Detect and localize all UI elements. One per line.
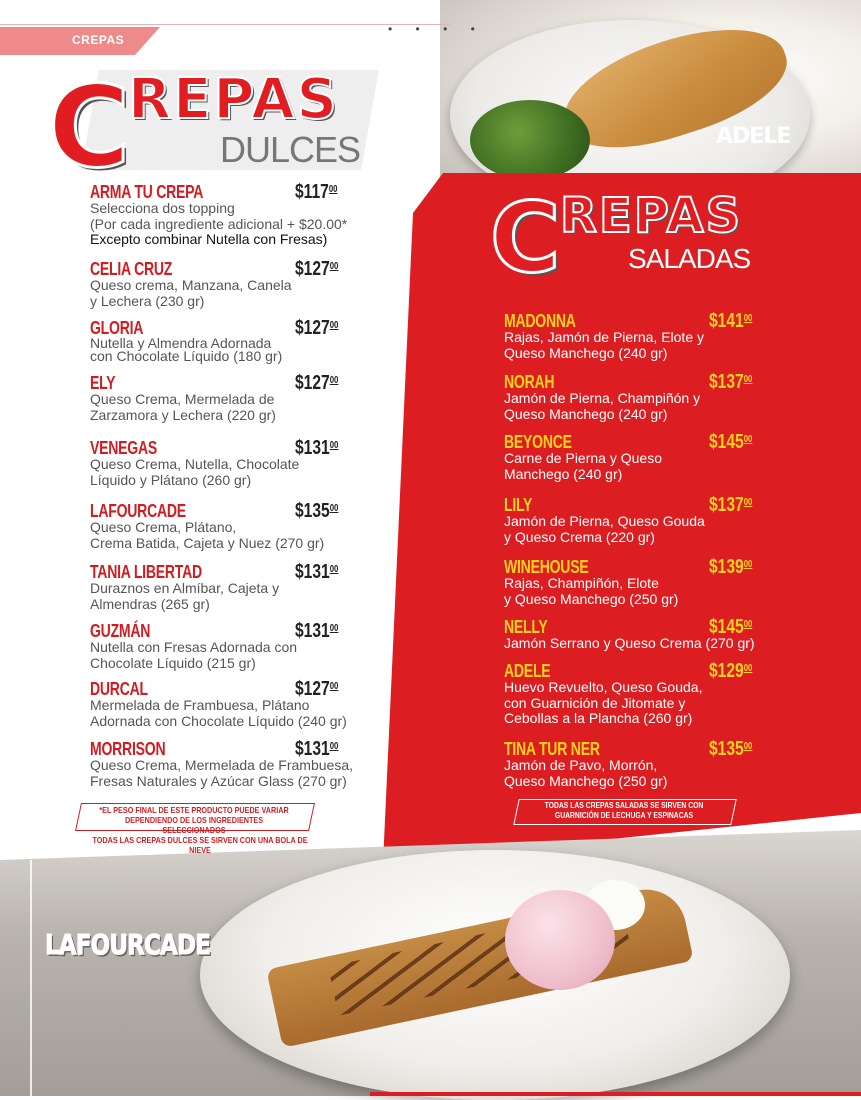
item-desc: Jamón de Pavo, Morrón, Queso Manchego (250 gr) xyxy=(504,757,668,789)
item-name: LAFOURCADE xyxy=(90,501,186,521)
header-dots: • • • • xyxy=(388,22,485,36)
item-desc: Rajas, Jamón de Pierna, Elote y Queso Manchego (240 gr) xyxy=(504,329,704,361)
item-desc: Selecciona dos topping (Por cada ingrediente adicional + $20.00* xyxy=(90,200,348,232)
item-name: MADONNA xyxy=(504,311,576,331)
item-price: $\$131^{00}$ xyxy=(295,738,339,760)
dulces-weight-note: *EL PESO FINAL DE ESTE PRODUCTO PUEDE VARIAR DEPENDIENDO DE LOS INGREDIENTES SELECCIONADOS xyxy=(99,805,289,835)
menu-item-tina-turner xyxy=(504,740,794,789)
ice-cream-scoop xyxy=(505,890,615,990)
item-desc: Nutella con Fresas Adornada con Chocolate Líquido (215 gr) xyxy=(90,639,298,671)
item-desc: Jamón de Pierna, Champiñón y Queso Manchego (240 gr) xyxy=(504,390,701,422)
item-name: VENEGAS xyxy=(90,438,158,458)
item-desc: Queso Crema, Mermelada de Frambuesa, Fresas Naturales y Azúcar Glass (270 gr) xyxy=(90,757,353,789)
dulces-title-c: C xyxy=(48,63,131,193)
saladas-title: REPAS xyxy=(560,188,743,244)
menu-item-celia-cruz xyxy=(90,260,380,309)
item-price: $\$137^{00}$ xyxy=(709,371,753,393)
item-name: GLORIA xyxy=(90,318,144,338)
item-name: ARMA TU CREPA xyxy=(90,182,204,202)
menu-item-beyonce xyxy=(504,433,794,482)
item-desc: Queso Crema, Plátano, Crema Batida, Cajeta y Nuez (270 gr) xyxy=(90,519,325,551)
section-tab-label: CREPAS xyxy=(72,33,125,47)
item-name: TINA TUR NER xyxy=(504,739,600,759)
menu-item-arma-tu-crepa xyxy=(90,183,380,248)
item-name: NELLY xyxy=(504,617,548,637)
menu-item-venegas xyxy=(90,439,380,488)
saladas-serving-note: TODAS LAS CREPAS SALADAS SE SIRVEN CON GUARNICIÓN DE LECHUGA Y ESPINACAS xyxy=(544,801,704,820)
item-price: $\$127^{00}$ xyxy=(295,317,339,339)
menu-item-gloria xyxy=(90,319,380,363)
item-price: $\$129^{00}$ xyxy=(709,660,753,682)
dulces-title: REPAS xyxy=(128,67,339,132)
item-name: WINEHOUSE xyxy=(504,557,589,577)
salad-garnish xyxy=(470,100,590,180)
item-price: $\$127^{00}$ xyxy=(295,258,339,280)
item-price: $\$145^{00}$ xyxy=(709,616,753,638)
item-desc: Queso crema, Manzana, Canela y Lechera (230 gr) xyxy=(90,277,292,309)
item-price: $\$117^{00}$ xyxy=(295,181,338,203)
menu-item-ely xyxy=(90,374,380,423)
item-name: DURCAL xyxy=(90,679,148,699)
menu-item-madonna xyxy=(504,312,794,361)
saladas-title-c: C xyxy=(490,182,561,294)
item-price: $\$137^{00}$ xyxy=(709,494,753,516)
menu-item-adele xyxy=(504,662,794,727)
item-name: BEYONCE xyxy=(504,432,572,452)
item-desc: Queso Crema, Nutella, Chocolate Líquido y Plátano (260 gr) xyxy=(90,456,300,488)
item-price: $\$135^{00}$ xyxy=(295,500,339,522)
item-desc: Carne de Pierna y Queso Manchego (240 gr) xyxy=(504,450,662,482)
item-price: $\$141^{00}$ xyxy=(709,310,753,332)
item-price: $\$135^{00}$ xyxy=(709,738,753,760)
item-price: $\$131^{00}$ xyxy=(295,561,339,583)
item-price: $\$139^{00}$ xyxy=(709,556,753,578)
dulces-serving-note: TODAS LAS CREPAS DULCES SE SIRVEN CON UNA BOLA DE NIEVE xyxy=(92,835,308,855)
menu-item-lily xyxy=(504,496,794,545)
item-desc: Rajas, Champiñón, Elote y Queso Manchego (250 gr) xyxy=(504,575,679,607)
item-desc: Jamón Serrano y Queso Crema (270 gr) xyxy=(504,635,755,651)
item-name: ELY xyxy=(90,373,116,393)
item-name: GUZMÁN xyxy=(90,621,151,641)
photo-tag-top: ADELE xyxy=(716,124,791,149)
photo-tag-bottom: LAFOURCADE xyxy=(45,928,211,961)
item-name: TANIA LIBERTAD xyxy=(90,562,202,582)
item-name: LILY xyxy=(504,495,533,515)
item-price: $\$131^{00}$ xyxy=(295,620,339,642)
item-desc-extra: Excepto combinar Nutella con Fresas) xyxy=(90,231,328,247)
saladas-subtitle: SALADAS xyxy=(628,243,751,274)
menu-item-lafourcade xyxy=(90,502,380,551)
menu-item-morrison xyxy=(90,740,385,789)
menu-item-nelly xyxy=(504,618,794,652)
item-desc: Huevo Revuelto, Queso Gouda, con Guarnición de Jitomate y Cebollas a la Plancha (260 gr) xyxy=(504,679,703,726)
menu-item-norah xyxy=(504,373,794,422)
menu-item-tania-libertad xyxy=(90,563,380,612)
dulces-subtitle: DULCES xyxy=(220,129,361,170)
item-price: $\$127^{00}$ xyxy=(295,372,339,394)
item-price: $\$145^{00}$ xyxy=(709,431,753,453)
menu-item-winehouse xyxy=(504,558,794,607)
item-name: NORAH xyxy=(504,372,555,392)
item-desc: Nutella y Almendra Adornada con Chocolate Líquido (180 gr) xyxy=(90,335,283,364)
item-desc: Queso Crema, Mermelada de Zarzamora y Lechera (220 gr) xyxy=(90,391,276,423)
menu-item-guzman xyxy=(90,622,380,671)
item-desc: Duraznos en Almíbar, Cajeta y Almendras (265 gr) xyxy=(90,580,280,612)
bottom-divider-line xyxy=(30,860,32,1096)
bottom-red-bar xyxy=(370,1092,861,1096)
header-line xyxy=(0,24,450,25)
item-name: MORRISON xyxy=(90,739,166,759)
menu-item-durcal xyxy=(90,680,380,729)
item-name: ADELE xyxy=(504,661,551,681)
item-name: CELIA CRUZ xyxy=(90,259,173,279)
item-price: $\$127^{00}$ xyxy=(295,678,339,700)
item-desc: Mermelada de Frambuesa, Plátano Adornada con Chocolate Líquido (240 gr) xyxy=(90,697,347,729)
item-price: $\$131^{00}$ xyxy=(295,437,339,459)
item-desc: Jamón de Pierna, Queso Gouda y Queso Crema (220 gr) xyxy=(504,513,705,545)
